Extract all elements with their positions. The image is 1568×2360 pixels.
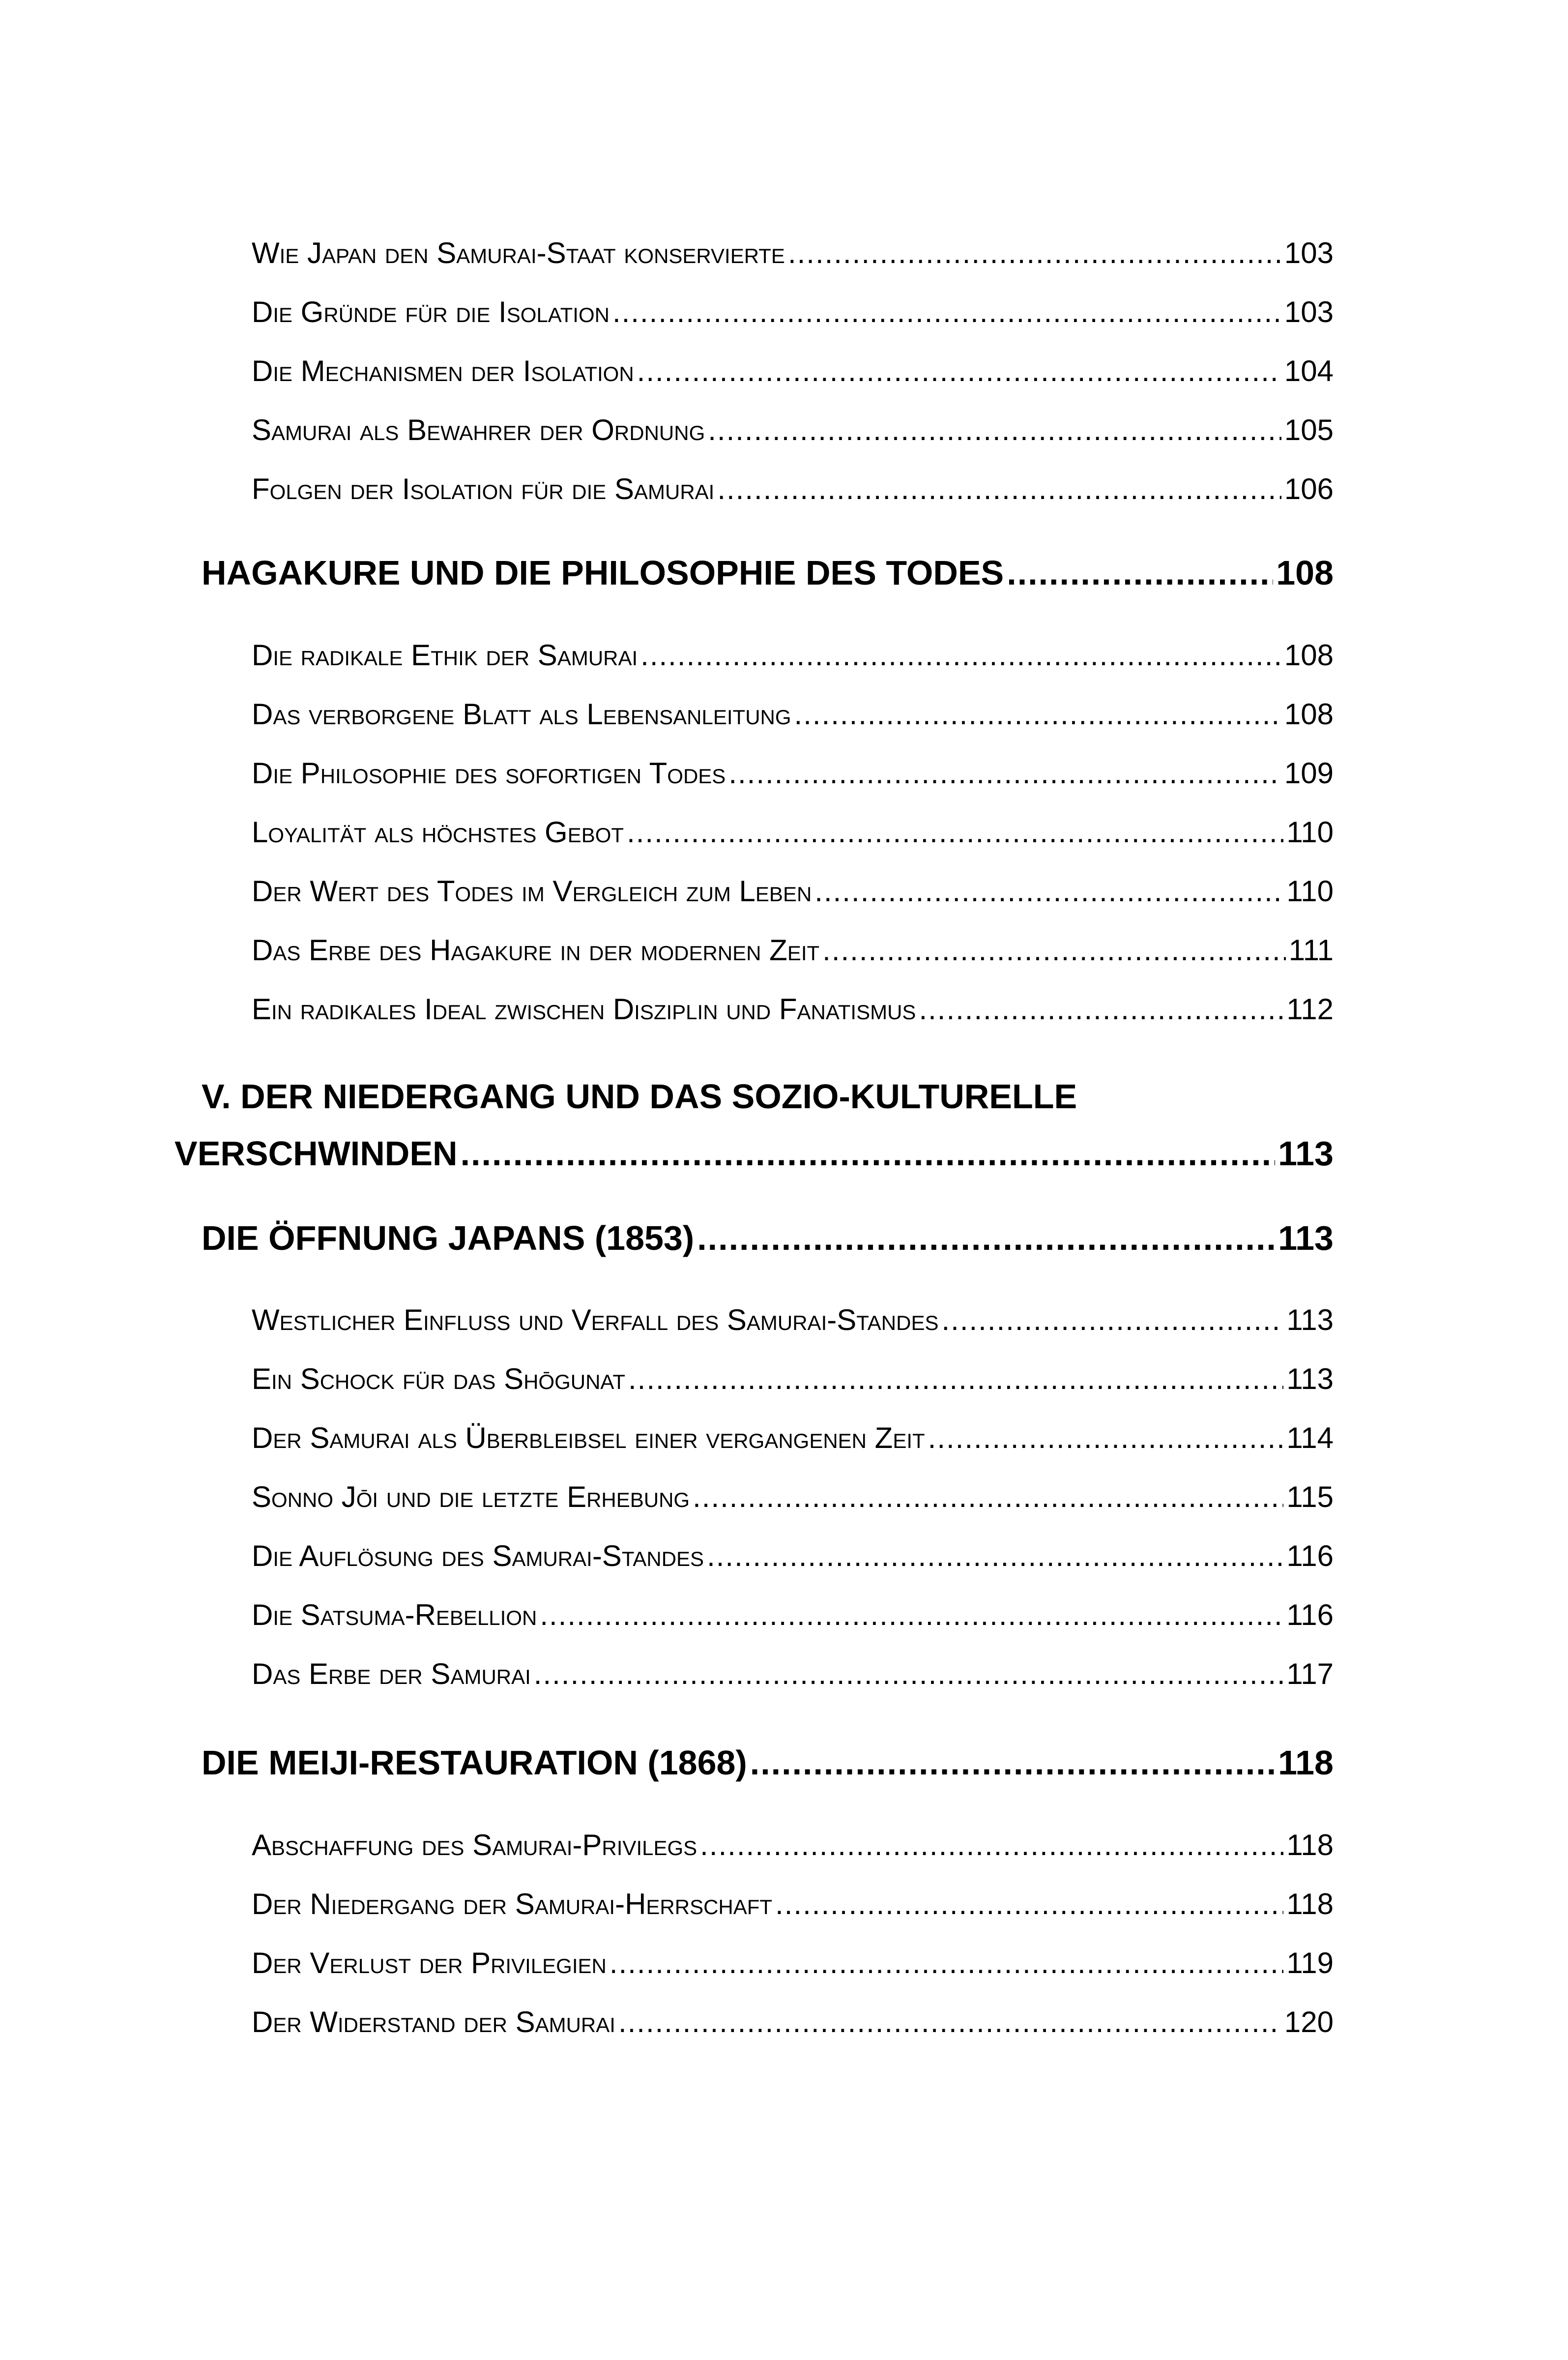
toc-entry-title: Das verborgene Blatt als Lebensanleitung xyxy=(252,698,791,731)
toc-entry-page: 103 xyxy=(1284,236,1334,269)
toc-entry-title: Die Philosophie des sofortigen Todes xyxy=(252,757,726,790)
toc-section-page: 118 xyxy=(1278,1743,1334,1782)
toc-entry-title: Das Erbe des Hagakure in der modernen Zeit xyxy=(252,934,820,967)
toc-entry-page: 113 xyxy=(1286,1303,1334,1336)
dot-leader xyxy=(750,1743,1275,1782)
toc-entry-title: Westlicher Einfluss und Verfall des Samurai-Standes xyxy=(252,1303,939,1336)
dot-leader xyxy=(618,2005,1281,2039)
dot-leader xyxy=(822,933,1286,967)
toc-entry[interactable] xyxy=(252,1598,1334,1632)
dot-leader xyxy=(697,1218,1275,1258)
dot-leader xyxy=(1007,553,1273,592)
toc-entry-title: Wie Japan den Samurai-Staat konservierte xyxy=(252,236,785,269)
toc-entry[interactable] xyxy=(252,933,1334,967)
toc-section-title: DIE ÖFFNUNG JAPANS (1853) xyxy=(202,1219,695,1257)
toc-entry-title: Ein radikales Ideal zwischen Disziplin und Fanatismus xyxy=(252,993,916,1026)
toc-entry-title: Folgen der Isolation für die Samurai xyxy=(252,472,715,505)
toc-entry-title: Sonno Jōi und die letzte Erhebung xyxy=(252,1480,690,1513)
toc-entry[interactable] xyxy=(252,1303,1334,1337)
toc-entry[interactable] xyxy=(252,1887,1334,1921)
dot-leader xyxy=(788,236,1281,270)
toc-entry[interactable] xyxy=(252,815,1334,849)
toc-entry-page: 119 xyxy=(1286,1947,1334,1979)
toc-entry-page: 120 xyxy=(1284,2006,1334,2038)
toc-entry-title: Die Mechanismen der Isolation xyxy=(252,354,634,387)
toc-chapter-page: 113 xyxy=(1278,1134,1334,1173)
toc-entry-title: Die Satsuma-Rebellion xyxy=(252,1598,537,1631)
toc-entry-page: 111 xyxy=(1288,934,1334,967)
toc-entry[interactable] xyxy=(252,992,1334,1026)
toc-entry[interactable] xyxy=(252,756,1334,790)
toc-entry-page: 118 xyxy=(1286,1888,1334,1920)
toc-entry-title: Die radikale Ethik der Samurai xyxy=(252,639,638,672)
dot-leader xyxy=(708,413,1281,447)
dot-leader xyxy=(700,1828,1283,1862)
toc-entry[interactable] xyxy=(252,2005,1334,2039)
dot-leader xyxy=(540,1598,1283,1632)
toc-entry-title: Der Verlust der Privilegien xyxy=(252,1947,607,1979)
toc-section-page: 113 xyxy=(1278,1219,1334,1257)
dot-leader xyxy=(534,1657,1284,1691)
toc-entry-page: 103 xyxy=(1284,295,1334,328)
dot-leader xyxy=(728,756,1281,790)
toc-entry-title: Der Wert des Todes im Vergleich zum Leben xyxy=(252,875,812,908)
toc-entry[interactable] xyxy=(252,1421,1334,1455)
dot-leader xyxy=(775,1887,1283,1921)
toc-entry-page: 116 xyxy=(1286,1539,1334,1572)
toc-entry-title: Loyalität als höchstes Gebot xyxy=(252,816,624,849)
toc-entry[interactable] xyxy=(252,1657,1334,1691)
toc-entry[interactable] xyxy=(252,1946,1334,1980)
toc-entry[interactable] xyxy=(252,1362,1334,1396)
dot-leader xyxy=(637,354,1281,388)
toc-entry-title: Abschaffung des Samurai-Privilegs xyxy=(252,1829,697,1861)
toc-chapter-title-line2: VERSCHWINDEN xyxy=(174,1134,458,1173)
toc-entry-title: Ein Schock für das Shōgunat xyxy=(252,1362,625,1395)
toc-entry-title: Der Samurai als Überbleibsel einer vergangenen Zeit xyxy=(252,1421,925,1454)
toc-chapter-title-line1[interactable]: V. DER NIEDERGANG UND DAS SOZIO-KULTURELLE xyxy=(202,1077,1077,1116)
toc-entry[interactable] xyxy=(252,413,1334,447)
toc-section-title: DIE MEIJI-RESTAURATION (1868) xyxy=(202,1743,747,1782)
toc-entry-page: 108 xyxy=(1284,639,1334,672)
dot-leader xyxy=(707,1539,1283,1573)
toc-section-page: 108 xyxy=(1276,554,1334,592)
toc-entry-title: Samurai als Bewahrer der Ordnung xyxy=(252,413,705,446)
dot-leader xyxy=(461,1134,1275,1173)
dot-leader xyxy=(627,815,1283,849)
toc-entry[interactable] xyxy=(252,697,1334,731)
dot-leader xyxy=(717,472,1281,506)
toc-entry-page: 118 xyxy=(1286,1829,1334,1861)
toc-entry[interactable] xyxy=(252,236,1334,270)
toc-entry[interactable] xyxy=(252,638,1334,672)
toc-section-entry[interactable] xyxy=(202,553,1334,592)
toc-entry[interactable] xyxy=(252,295,1334,329)
dot-leader xyxy=(941,1303,1283,1337)
toc-section-title: HAGAKURE UND DIE PHILOSOPHIE DES TODES xyxy=(202,554,1004,592)
toc-entry-page: 115 xyxy=(1286,1480,1334,1513)
toc-entry-page: 110 xyxy=(1286,816,1334,849)
dot-leader xyxy=(928,1421,1284,1455)
toc-entry[interactable] xyxy=(252,1480,1334,1514)
toc-entry-page: 113 xyxy=(1286,1362,1334,1395)
toc-entry-page: 109 xyxy=(1284,757,1334,790)
toc-entry[interactable] xyxy=(252,472,1334,506)
toc-entry-page: 106 xyxy=(1284,472,1334,505)
toc-entry[interactable] xyxy=(252,1828,1334,1862)
dot-leader xyxy=(919,992,1283,1026)
toc-entry-page: 108 xyxy=(1284,698,1334,731)
toc-section-entry[interactable] xyxy=(202,1743,1334,1782)
toc-entry-page: 112 xyxy=(1286,993,1334,1026)
toc-entry[interactable] xyxy=(252,1539,1334,1573)
dot-leader xyxy=(628,1362,1283,1396)
dot-leader xyxy=(693,1480,1283,1514)
dot-leader xyxy=(814,874,1283,908)
toc-entry-title: Der Widerstand der Samurai xyxy=(252,2006,615,2038)
toc-entry-page: 105 xyxy=(1284,413,1334,446)
toc-entry[interactable] xyxy=(252,874,1334,908)
toc-entry-title: Die Auflösung des Samurai-Standes xyxy=(252,1539,704,1572)
toc-entry-title: Die Gründe für die Isolation xyxy=(252,295,610,328)
dot-leader xyxy=(794,697,1281,731)
toc-entry-title: Der Niedergang der Samurai-Herrschaft xyxy=(252,1888,773,1920)
toc-entry-title: Das Erbe der Samurai xyxy=(252,1657,531,1690)
toc-entry[interactable] xyxy=(252,354,1334,388)
toc-entry-page: 117 xyxy=(1286,1657,1334,1690)
toc-section-entry[interactable] xyxy=(202,1218,1334,1258)
toc-entry-page: 110 xyxy=(1286,875,1334,908)
dot-leader xyxy=(640,638,1281,672)
toc-chapter-entry[interactable] xyxy=(174,1134,1334,1173)
toc-entry-page: 116 xyxy=(1286,1598,1334,1631)
dot-leader xyxy=(610,1946,1284,1980)
dot-leader xyxy=(612,295,1281,329)
toc-entry-page: 104 xyxy=(1284,354,1334,387)
toc-entry-page: 114 xyxy=(1286,1421,1334,1454)
